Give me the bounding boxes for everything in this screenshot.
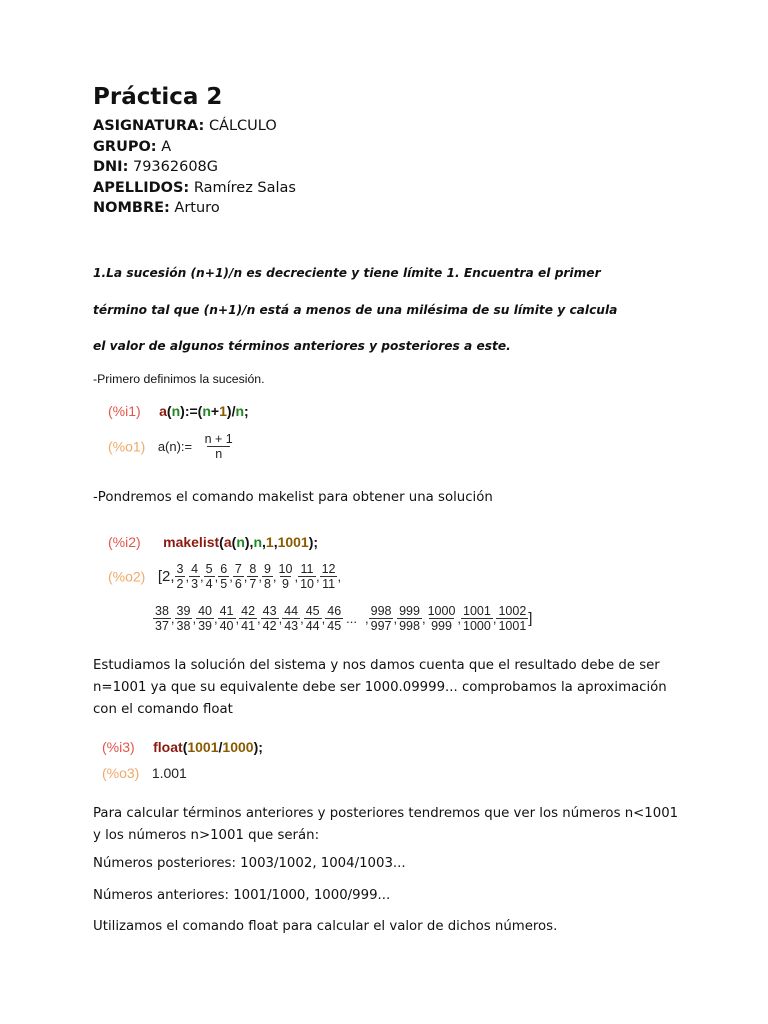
comma: , [258,569,262,584]
maxima-output-3 [102,765,187,783]
fraction [233,562,244,591]
calc-line-1: Para calcular términos anteriores y posteriores tendremos que ver los números n<1001 [93,806,679,821]
denominator: 10 [300,577,314,591]
output-value: 1.001 [151,765,187,781]
field-nombre [93,200,220,216]
denominator: 39 [198,619,212,633]
field-value: CÁLCULO [208,118,277,134]
paren: ( [231,534,237,550]
study-line-3: con el comando float [93,702,233,717]
maxima-input-1 [108,403,249,421]
denominator: 8 [263,577,271,591]
denominator: 998 [399,619,420,633]
var-n: n [235,403,245,419]
field-label: GRUPO: [93,139,157,155]
comma: , [229,569,233,584]
paren: ( [182,739,188,755]
numerator: 3 [176,562,184,576]
fraction [282,604,300,633]
slash-op: / [231,403,236,419]
page-title: Práctica 2 [93,84,223,110]
fraction [304,604,322,633]
numerator: 11 [300,562,314,576]
field-grupo [93,139,171,155]
paren: ( [197,403,203,419]
fraction [496,604,528,633]
denominator: 1000 [463,619,491,633]
denominator: 43 [284,619,299,633]
number: 1001 [277,534,309,550]
var-n: n [236,534,245,550]
numerator: 41 [219,604,234,618]
utilizamos-line: Utilizamos el comando float para calcular el valor de dichos números. [93,919,558,934]
list-close: ] [528,610,533,627]
denominator: 5 [220,577,228,591]
denominator: 997 [370,619,392,633]
paren: ) [226,403,232,419]
comma: , [235,611,240,626]
comma: , [337,569,342,584]
command-name: float [153,739,183,755]
study-line-1: Estudiamos la solución del sistema y nos damos cuenta que el resultado debe de ser [93,658,660,673]
denominator: 11 [322,577,336,591]
comma: , [278,611,283,626]
denominator: 42 [262,619,277,633]
question-line-1: 1.La sucesión (n+1)/n es decreciente y tiene límite 1. Encuentra el primer [93,266,601,280]
field-value: 79362608G [132,159,219,175]
denominator: 2 [176,577,184,591]
comma: , [192,611,197,626]
posteriores-line: Números posteriores: 1003/1002, 1004/1003... [93,856,406,871]
fraction [196,604,214,633]
number: 1 [219,403,227,419]
field-label: ASIGNATURA: [93,118,205,134]
input-label: (%i3) [102,739,135,755]
number: 1000 [222,739,254,755]
field-value: Ramírez Salas [193,180,296,196]
output-label: (%o1) [108,438,146,455]
fraction [175,604,193,633]
numerator: 42 [241,604,256,618]
fraction [320,562,338,591]
denominator: 7 [249,577,257,591]
numerator: 998 [370,604,392,618]
paren: ) [180,403,185,419]
maxima-output-2-row-2 [153,604,532,633]
numerator: 5 [205,562,213,576]
comma: , [243,569,248,584]
number: 1001 [187,739,219,755]
ellipsis: ... [346,611,357,626]
field-value: Arturo [174,200,220,216]
makelist-intro: -Pondremos el comando makelist para obtener una solución [93,490,493,505]
fraction [277,562,295,591]
fraction [175,562,186,591]
comma: , [170,611,175,626]
paren: ) [244,534,250,550]
numerator: 7 [234,562,242,576]
maxima-expression [159,403,249,419]
denominator: 45 [327,619,342,633]
comma: , [272,569,277,584]
denominator: 3 [191,577,199,591]
numerator: 45 [305,604,320,618]
denominator: 40 [219,619,234,633]
define-intro: -Primero definimos la sucesión. [93,372,265,386]
number: 1 [265,534,274,550]
fraction [189,562,200,591]
fraction [397,604,422,633]
fraction [325,604,343,633]
comma: , [249,534,254,550]
numerator: 43 [262,604,277,618]
denominator: 9 [282,577,289,591]
maxima-output-1 [108,432,241,461]
fraction [298,562,316,591]
fraction [218,562,229,591]
output-label: (%o3) [102,765,140,781]
numerator: 44 [284,604,299,618]
study-line-2: n=1001 ya que su equivalente debe ser 1000.09999... comprobamos la aproximación [93,680,667,695]
numerator: 6 [220,562,228,576]
field-dni [93,159,218,175]
maxima-input-2 [108,534,318,552]
comma: , [213,611,218,626]
denominator: 4 [205,577,213,591]
paren: ( [219,534,224,550]
numerator: 1002 [498,604,527,618]
maxima-input-3 [102,739,263,757]
fraction [262,562,273,591]
field-asignatura [93,118,277,134]
denominator: 37 [155,619,169,633]
var-n: n [171,403,181,419]
denominator: 38 [176,619,191,633]
numerator: 38 [155,604,169,618]
fraction [218,604,236,633]
comma: , [492,611,497,626]
fn-name: a [159,403,167,419]
closing: ); [253,739,263,755]
fraction [153,604,171,633]
denominator: 41 [241,619,256,633]
calc-line-2: y los números n>1001 que serán: [93,828,320,843]
plus-op: + [210,403,220,419]
comma: , [262,534,266,550]
denominator: 1001 [498,619,527,633]
fraction [247,562,258,591]
comma: , [421,611,426,626]
numerator: 1001 [463,604,491,618]
denominator: 6 [234,577,242,591]
numerator: 9 [263,562,271,576]
fraction [369,604,394,633]
numerator: 8 [249,562,257,576]
numerator: 4 [191,562,199,576]
numerator: 10 [278,562,293,576]
command-name: makelist [163,534,220,550]
fraction [461,604,493,633]
comma: , [321,611,326,626]
var-n: n [253,534,262,550]
paren: ( [166,403,172,419]
fraction [239,604,257,633]
closing: ); [308,534,319,550]
field-value: A [161,139,172,155]
list-open: [2, [157,568,175,585]
fraction [426,604,458,633]
field-label: NOMBRE: [93,200,170,216]
numerator: 1000 [427,604,456,618]
assign-op: := [184,403,198,419]
comma: , [257,611,261,626]
numerator: 46 [327,604,342,618]
semicolon: ; [244,403,249,419]
maxima-expression [163,534,318,550]
denominator: 44 [305,619,320,633]
comma: , [315,569,320,584]
slash-op: / [218,739,223,755]
maxima-expression [153,739,263,755]
fn-name: a [223,534,232,550]
numerator: 999 [399,604,420,618]
numerator: 12 [321,562,336,576]
comma: , [185,569,190,584]
comma: , [393,611,398,626]
comma: , [214,569,219,584]
comma: , [273,534,278,550]
comma: , [457,611,462,626]
comma: , [294,569,299,584]
denominator: n [207,446,230,461]
field-apellidos [93,180,296,196]
maxima-output-2-row-1 [108,562,341,591]
fraction [261,604,279,633]
fraction [204,562,215,591]
comma: , [300,611,304,626]
question-line-3: el valor de algunos términos anteriores y posteriores a este. [93,339,511,353]
field-label: DNI: [93,159,129,175]
fraction [197,432,241,461]
output-lhs: a(n):= [157,439,193,454]
denominator: 999 [431,619,452,633]
comma: , [365,611,369,626]
anteriores-line: Números anteriores: 1001/1000, 1000/999... [93,888,391,903]
numerator: n + 1 [204,432,233,446]
numerator: 40 [198,604,212,618]
comma: , [200,569,204,584]
output-label: (%o2) [108,568,146,585]
input-label: (%i2) [108,534,141,550]
numerator: 39 [176,604,191,618]
field-label: APELLIDOS: [93,180,190,196]
input-label: (%i1) [108,403,141,419]
var-n: n [202,403,211,419]
question-line-2: término tal que (n+1)/n está a menos de una milésima de su límite y calcula [93,303,618,317]
